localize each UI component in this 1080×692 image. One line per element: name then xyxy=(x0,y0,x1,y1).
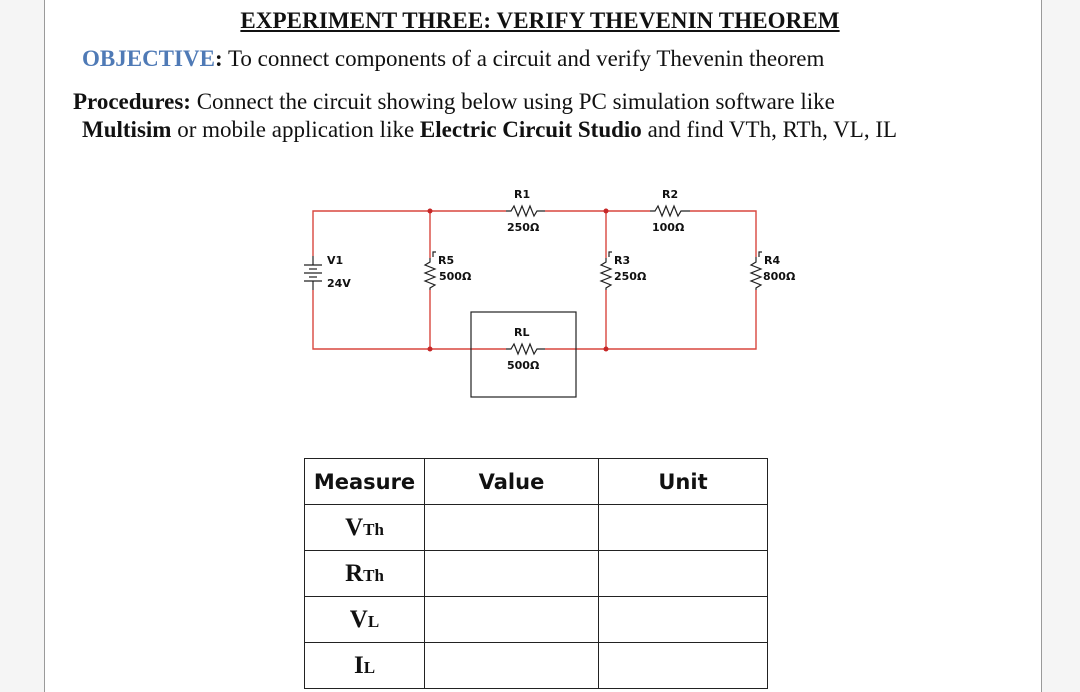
objective-text: To connect components of a circuit and verify Thevenin theorem xyxy=(222,46,825,71)
procedures-label: Procedures: xyxy=(73,89,191,114)
resistor-r2-symbol xyxy=(650,206,690,216)
measure-subscript: Th xyxy=(363,519,384,539)
measure-cell xyxy=(305,551,425,597)
battery-symbol xyxy=(304,256,322,290)
r2-value: 100Ω xyxy=(652,221,685,234)
resistor-rl-symbol xyxy=(506,344,545,354)
node-dot xyxy=(428,347,433,352)
procedures-end-text: and find VTh, RTh, VL, IL xyxy=(641,117,898,142)
r2-label: R2 xyxy=(662,188,679,201)
table-row xyxy=(305,643,768,689)
measure-symbol: R xyxy=(345,559,364,587)
unit-cell[interactable] xyxy=(599,505,768,551)
resistor-r1-symbol xyxy=(506,206,545,216)
resistor-r3-symbol xyxy=(601,258,611,290)
r1-value: 250Ω xyxy=(507,221,540,234)
r3-label: R3 xyxy=(614,254,631,267)
r4-label: R4 xyxy=(764,254,781,267)
procedures-mid-text: or mobile application like xyxy=(171,117,420,142)
table-row xyxy=(305,505,768,551)
wire-bottom-left xyxy=(313,290,506,349)
measure-symbol: V xyxy=(345,513,364,541)
software-multisim: Multisim xyxy=(82,117,172,142)
measure-subscript: L xyxy=(367,611,380,631)
measure-cell xyxy=(305,643,425,689)
rl-value: 500Ω xyxy=(507,359,540,372)
resistor-r4-symbol xyxy=(751,257,761,290)
software-electric-circuit-studio: Electric Circuit Studio xyxy=(419,117,642,142)
r5-bracket xyxy=(433,252,436,257)
node-dot xyxy=(604,209,609,214)
r4-bracket xyxy=(759,252,762,257)
r1-label: R1 xyxy=(514,188,531,201)
header-value: Value xyxy=(425,459,599,505)
wire-bottom-right xyxy=(545,290,756,349)
measure-cell xyxy=(305,505,425,551)
measure-cell xyxy=(305,597,425,643)
v1-label: V1 xyxy=(327,254,344,267)
unit-cell[interactable] xyxy=(599,551,768,597)
header-measure: Measure xyxy=(305,459,425,505)
r3-value: 250Ω xyxy=(614,270,647,283)
measure-subscript: L xyxy=(363,657,376,677)
value-cell[interactable] xyxy=(425,551,599,597)
node-dot xyxy=(604,347,609,352)
objective-colon: : xyxy=(214,46,223,71)
rl-label: RL xyxy=(514,326,530,339)
measure-subscript: Th xyxy=(363,565,384,585)
objective-label: OBJECTIVE xyxy=(82,46,215,71)
experiment-title: EXPERIMENT THREE: VERIFY THEVENIN THEOREM xyxy=(240,8,840,33)
value-cell[interactable] xyxy=(425,505,599,551)
r3-bracket xyxy=(609,252,612,257)
r4-value: 800Ω xyxy=(763,270,796,283)
wire-r2-right xyxy=(690,211,756,257)
wire-top-left xyxy=(313,211,430,256)
table-header-row xyxy=(305,459,768,505)
table-row xyxy=(305,551,768,597)
resistor-r5-symbol xyxy=(425,258,435,290)
node-dot xyxy=(428,209,433,214)
r5-value: 500Ω xyxy=(439,270,472,283)
r5-label: R5 xyxy=(438,254,455,267)
unit-cell[interactable] xyxy=(599,597,768,643)
unit-cell[interactable] xyxy=(599,643,768,689)
value-cell[interactable] xyxy=(425,643,599,689)
measurement-table xyxy=(304,458,768,689)
measure-symbol: I xyxy=(353,651,364,679)
procedures-text: Connect the circuit showing below using PC simulation software like xyxy=(190,89,835,114)
table-row xyxy=(305,597,768,643)
measure-symbol: V xyxy=(349,605,368,633)
rl-box xyxy=(471,312,576,397)
value-cell[interactable] xyxy=(425,597,599,643)
header-unit: Unit xyxy=(599,459,768,505)
v1-value: 24V xyxy=(327,277,351,290)
